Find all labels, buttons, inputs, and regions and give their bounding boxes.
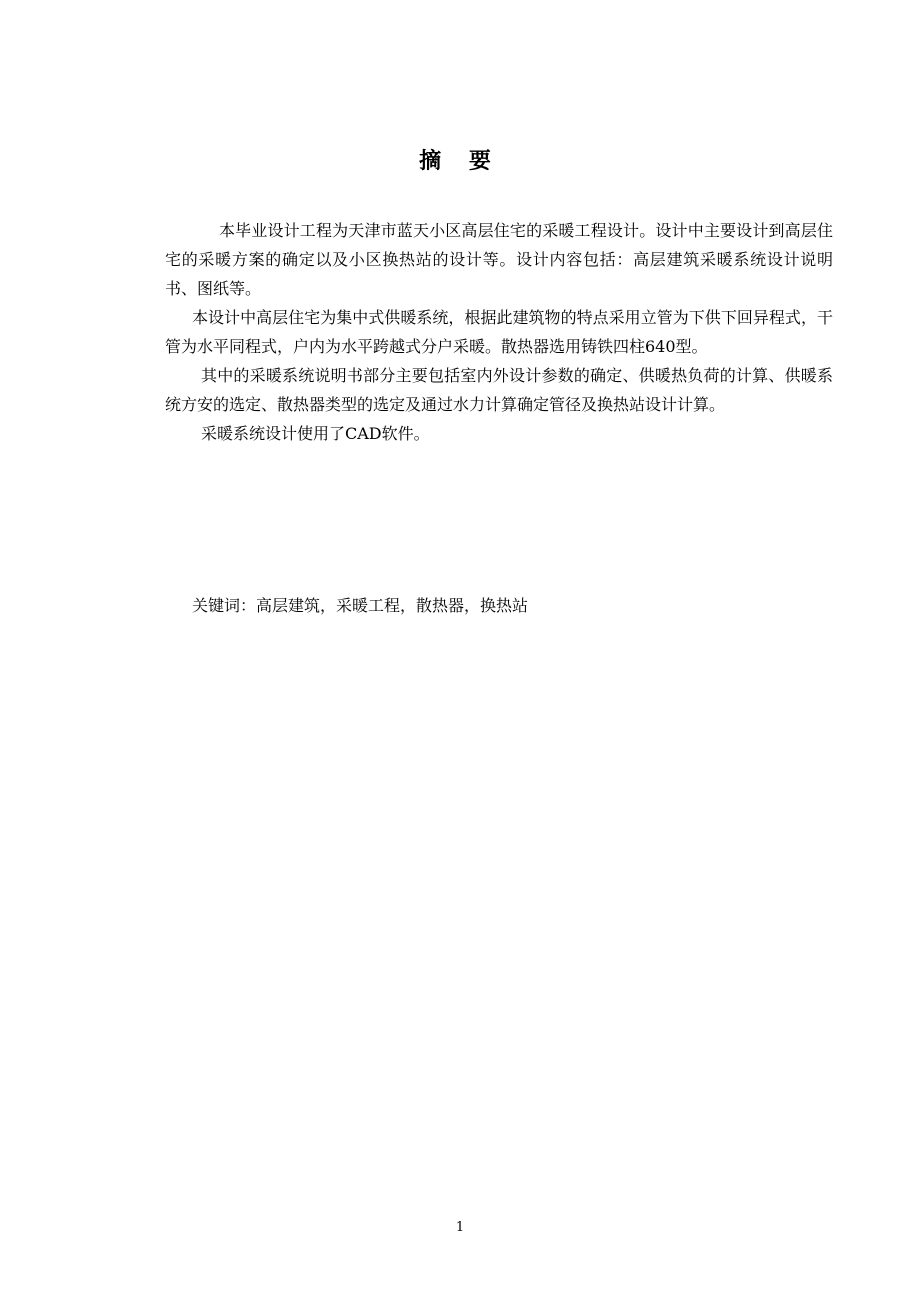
abstract-body bbox=[165, 216, 833, 448]
abstract-paragraph-1: 本毕业设计工程为天津市蓝天小区高层住宅的采暖工程设计。设计中主要设计到高层住宅的采暖方案的确定以及小区换热站的设计等。设计内容包括：高层建筑采暖系统设计说明书、图纸等。 bbox=[165, 221, 833, 298]
abstract-paragraph-4: 采暖系统设计使用了CAD软件。 bbox=[201, 424, 430, 443]
keywords-line: 关键词：高层建筑，采暖工程，散热器，换热站 bbox=[192, 596, 529, 615]
abstract-title: 摘 要 bbox=[419, 148, 501, 174]
abstract-paragraph-2: 本设计中高层住宅为集中式供暖系统，根据此建筑物的特点采用立管为下供下回异程式，干管为水平同程式，户内为水平跨越式分户采暖。散热器选用铸铁四柱640型。 bbox=[165, 308, 833, 356]
abstract-paragraph-3: 其中的采暖系统说明书部分主要包括室内外设计参数的确定、供暖热负荷的计算、供暖系统方安的选定、散热器类型的选定及通过水力计算确定管径及换热站设计计算。 bbox=[165, 366, 833, 414]
page-number: 1 bbox=[455, 1220, 465, 1235]
